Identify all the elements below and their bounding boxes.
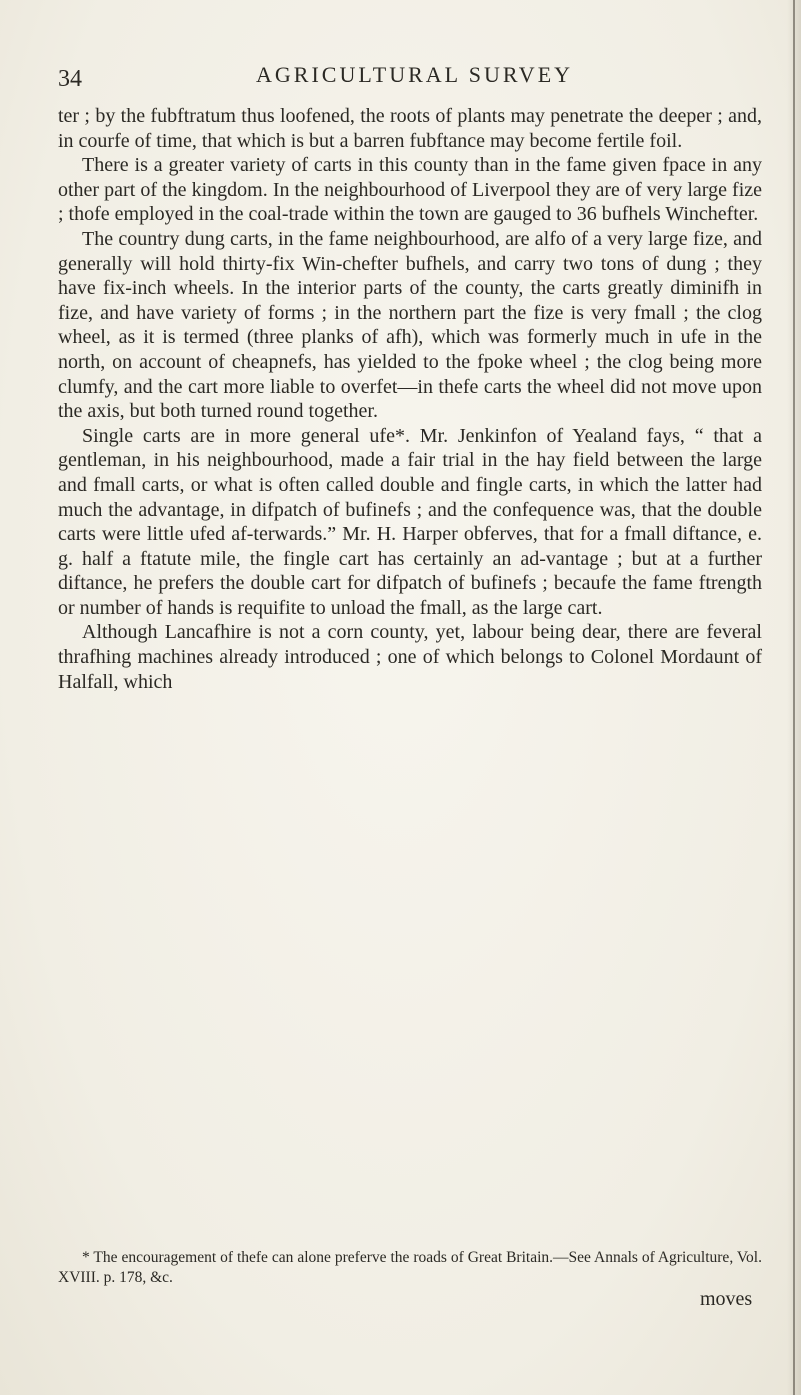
page-header <box>58 62 698 96</box>
paragraph-continued: ter ; by the fubftratum thus loofened, the roots of plants may penetrate the deeper ; and, in courfe of time, that which is but a barren fubftance may become fertile foil. <box>58 105 762 152</box>
page-edge-line <box>793 0 795 1395</box>
catchword: moves <box>700 1288 753 1310</box>
footnote <box>58 1248 762 1288</box>
footnote-text: * The encouragement of thefe can alone preferve the roads of Great Britain.—See Annals of Agriculture, Vol. XVIII. p. 178, &c. <box>58 1249 762 1286</box>
body-text <box>58 104 762 694</box>
running-head: AGRICULTURAL SURVEY <box>256 62 574 87</box>
paragraph-carts-variety: There is a greater variety of carts in this county than in the fame given fpace in any other part of the kingdom. In the neighbourhood of Liverpool they are of very large fize ; thofe employed in the coal-trade within the town are gauged to 36 bufhels Winchefter. <box>58 154 762 226</box>
paragraph-single-carts: Single carts are in more general ufe*. Mr. Jenkinfon of Yealand fays, “ that a gentleman, in his neighbourhood, made a fair trial in the hay field between the large and fmall carts, or what is often called double and fingle carts, in which the latter had much the advantage, in difpatch of bufinefs ; and the confequence was, that the double carts were little ufed af-terwards.” Mr. H. Harper obferves, that for a fmall diftance, e. g. half a ftatute mile, the fingle cart has certainly an ad-vantage ; but at a further diftance, he prefers the double cart for difpatch of bufinefs ; becaufe the fame ftrength or number of hands is requifite to unload the fmall, as the large cart. <box>58 424 762 619</box>
paragraph-thrashing-machines: Although Lancafhire is not a corn county, yet, labour being dear, there are feveral thrafhing machines already introduced ; one of which belongs to Colonel Mordaunt of Halfall, which <box>58 621 762 693</box>
page-number: 34 <box>58 66 82 92</box>
paragraph-dung-carts: The country dung carts, in the fame neighbourhood, are alfo of a very large fize, and generally will hold thirty-fix Win-chefter bufhels, and carry two tons of dung ; they have fix-inch wheels. In the interior parts of the county, the carts greatly diminifh in fize, and have variety of forms ; in the northern part the fize is very fmall ; the clog wheel, as it is termed (three planks of afh), which was formerly much in ufe in the north, on account of cheapnefs, has yielded to the fpoke wheel ; the clog being more clumfy, and the cart more liable to overfet—in thefe carts the wheel did not move upon the axis, but both turned round together. <box>58 227 762 423</box>
